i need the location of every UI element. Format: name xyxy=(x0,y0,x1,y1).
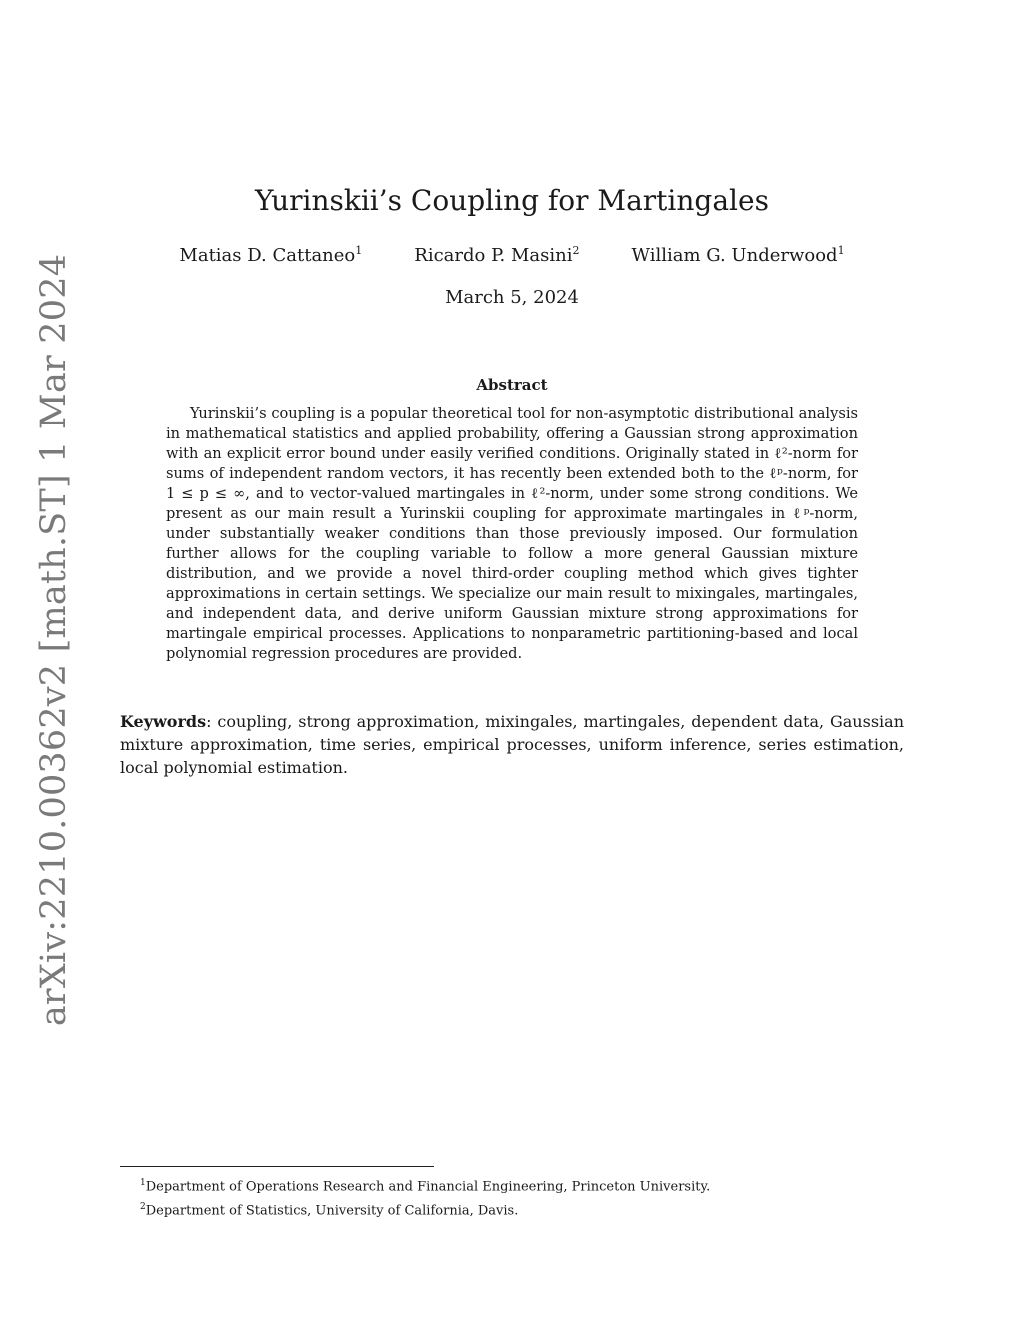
author-name: Matias D. Cattaneo xyxy=(179,245,356,266)
paper-date: March 5, 2024 xyxy=(445,287,579,308)
footnote-rule xyxy=(120,1166,434,1167)
footnote-mark: 1 xyxy=(140,1178,146,1188)
author-affiliation-mark: 1 xyxy=(355,244,363,257)
keywords-paragraph xyxy=(120,710,904,779)
footnotes xyxy=(140,1173,900,1222)
arxiv-identifier: arXiv:2210.00362v2 [math.ST] 1 Mar 2024 xyxy=(34,253,74,1027)
footnote-mark: 2 xyxy=(140,1202,146,1213)
footnote xyxy=(140,1197,900,1221)
author-name: Ricardo P. Masini xyxy=(414,245,573,266)
footnote xyxy=(140,1173,900,1197)
author xyxy=(414,244,579,266)
keywords-text: : coupling, strong approximation, mixingales, martingales, dependent data, Gaussian mixture approximation, time series, empirical processes, uniform inference, series estimation, local polynomial estimation. xyxy=(120,712,904,777)
author-affiliation-mark: 2 xyxy=(572,244,580,257)
footnote-text: Department of Operations Research and Financial Engineering, Princeton University. xyxy=(145,1179,711,1195)
abstract-text: Yurinskii’s coupling is a popular theoretical tool for non-asymptotic distributional analysis in mathematical statistics and applied probability, offering a Gaussian strong approximation with an explicit error bound under easily verified conditions. Originally stated in ℓ²-norm for sums of independent random vectors, it has recently been extended both to the ℓᵖ-norm, for 1 ≤ p ≤ ∞, and to vector-valued martingales in ℓ²-norm, under some strong conditions. We present as our main result a Yurinskii coupling for approximate martingales in ℓᵖ-norm, under substantially weaker conditions than those previously imposed. Our formulation further allows for the coupling variable to follow a more general Gaussian mixture distribution, and we provide a novel third-order coupling method which gives tighter approximations in certain settings. We specialize our main result to mixingales, martingales, and independent data, and derive uniform Gaussian mixture strong approximations for martingale empirical processes. Applications to nonparametric partitioning-based and local polynomial regression procedures are provided. xyxy=(166,405,858,662)
abstract-heading: Abstract xyxy=(476,376,548,394)
author xyxy=(179,244,362,266)
paper-title: Yurinskii’s Coupling for Martingales xyxy=(255,184,769,217)
author-affiliation-mark: 1 xyxy=(837,244,845,257)
footnote-text: Department of Statistics, University of California, Davis. xyxy=(145,1203,519,1219)
author-list xyxy=(0,244,1024,266)
author-name: William G. Underwood xyxy=(631,245,838,266)
keywords-label: Keywords xyxy=(120,712,207,731)
author xyxy=(632,244,845,266)
